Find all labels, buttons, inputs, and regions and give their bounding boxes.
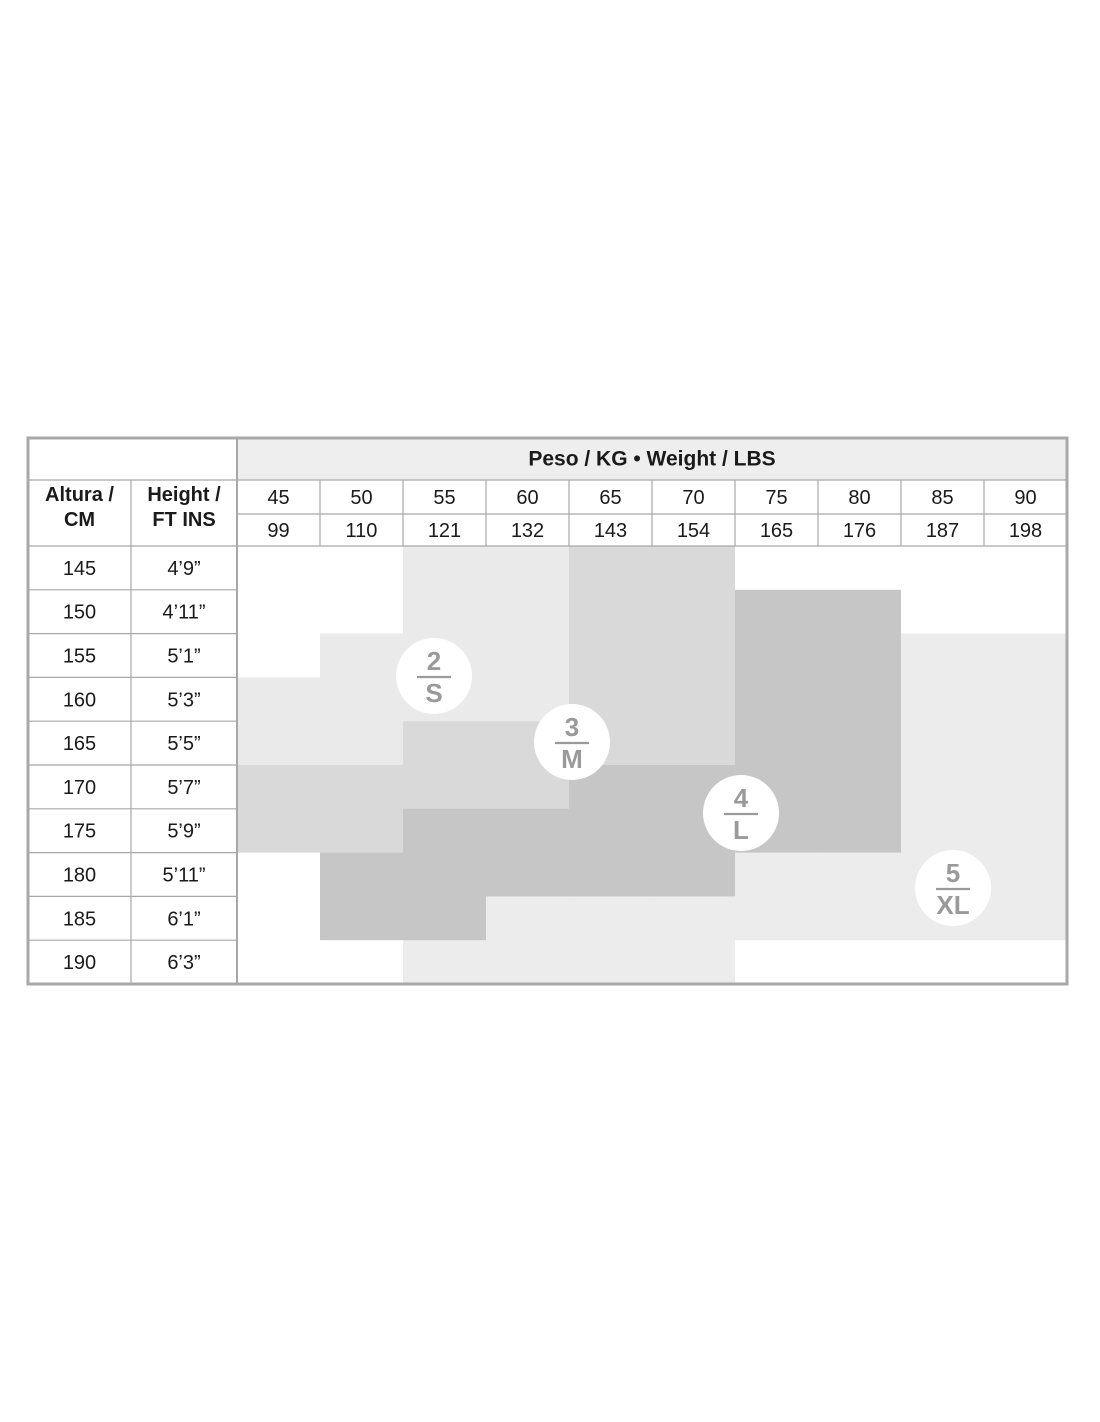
- height-cm-label: 180: [62, 864, 97, 887]
- size-cell: [735, 590, 819, 634]
- weight-lbs-label: 198: [1008, 520, 1043, 542]
- size-cell: [403, 765, 487, 809]
- weight-kg-label: 50: [350, 487, 373, 509]
- size-cell: [569, 896, 653, 940]
- size-cell: [403, 809, 487, 853]
- height-ftin-label: 5’7”: [167, 776, 201, 799]
- size-cell: [818, 721, 902, 765]
- size-cell: [569, 546, 653, 590]
- size-cell: [984, 634, 1068, 678]
- size-number: 5: [945, 858, 961, 888]
- size-cell: [652, 721, 736, 765]
- weight-lbs-label: 99: [267, 520, 290, 542]
- size-cell: [320, 634, 404, 678]
- size-cell: [320, 765, 404, 809]
- size-cell: [320, 809, 404, 853]
- size-cell: [486, 940, 570, 984]
- size-cell: [735, 940, 819, 984]
- size-cell: [984, 765, 1068, 809]
- size-cell: [403, 721, 487, 765]
- size-cell: [403, 853, 487, 897]
- size-cell: [403, 590, 487, 634]
- size-cell: [984, 809, 1068, 853]
- size-badge-m: [534, 704, 610, 780]
- size-cell: [818, 590, 902, 634]
- size-cell: [901, 765, 985, 809]
- size-cell: [901, 721, 985, 765]
- size-cell: [818, 677, 902, 721]
- size-badge-l: [703, 775, 779, 851]
- weight-kg-label: 45: [267, 487, 290, 509]
- size-cell: [818, 809, 902, 853]
- weight-kg-label: 65: [599, 487, 622, 509]
- weight-lbs-label: 121: [427, 520, 462, 542]
- size-letter: XL: [936, 890, 970, 920]
- size-cell: [984, 546, 1068, 590]
- size-cell: [320, 896, 404, 940]
- size-cell: [486, 546, 570, 590]
- size-cell: [320, 853, 404, 897]
- size-cell: [818, 634, 902, 678]
- size-cell: [237, 765, 321, 809]
- size-badge-s: [396, 638, 472, 714]
- size-cell: [652, 853, 736, 897]
- size-cell: [984, 677, 1068, 721]
- weight-lbs-label: 176: [842, 520, 877, 542]
- size-cell: [569, 940, 653, 984]
- size-cell: [569, 809, 653, 853]
- size-cell: [237, 677, 321, 721]
- size-cell: [486, 634, 570, 678]
- size-letter: M: [561, 744, 583, 774]
- height-cm-label: 145: [62, 557, 97, 580]
- size-cell: [735, 853, 819, 897]
- size-cell: [652, 677, 736, 721]
- size-cell: [403, 896, 487, 940]
- size-cell: [735, 634, 819, 678]
- weight-lbs-label: 143: [593, 520, 628, 542]
- size-cell: [652, 634, 736, 678]
- height-ftin-label: 5’5”: [167, 733, 201, 756]
- height-ftin-header: Height / FT INS: [147, 484, 221, 531]
- size-cell: [486, 590, 570, 634]
- weight-lbs-label: 165: [759, 520, 794, 542]
- size-cell: [237, 940, 321, 984]
- size-cell: [320, 677, 404, 721]
- size-cell: [901, 546, 985, 590]
- size-cell: [652, 546, 736, 590]
- size-cell: [569, 634, 653, 678]
- weight-kg-label: 60: [516, 487, 539, 509]
- size-cell: [237, 721, 321, 765]
- size-cell: [984, 940, 1068, 984]
- size-cell: [403, 546, 487, 590]
- weight-kg-label: 70: [682, 487, 705, 509]
- size-cell: [320, 940, 404, 984]
- height-cm-label: 185: [62, 908, 97, 931]
- size-cell: [901, 590, 985, 634]
- height-ftin-label: 4’11”: [162, 601, 206, 624]
- size-cell: [237, 896, 321, 940]
- height-cm-label: 160: [62, 689, 97, 712]
- height-cm-label: 175: [62, 820, 97, 843]
- size-cell: [984, 896, 1068, 940]
- height-ftin-label: 6’3”: [167, 952, 201, 975]
- size-cell: [237, 634, 321, 678]
- size-cell: [735, 677, 819, 721]
- chart-title: Peso / KG • Weight / LBS: [528, 447, 776, 471]
- size-cell: [984, 590, 1068, 634]
- height-ftin-label: 6’1”: [167, 908, 201, 931]
- size-cell: [652, 590, 736, 634]
- size-letter: L: [733, 815, 749, 845]
- size-cell: [320, 546, 404, 590]
- size-cell: [486, 896, 570, 940]
- size-cell: [569, 853, 653, 897]
- size-badge-xl: [915, 850, 991, 926]
- size-cell: [901, 634, 985, 678]
- weight-lbs-label: 187: [925, 520, 960, 542]
- weight-kg-label: 85: [931, 487, 954, 509]
- height-ftin-label: 5’9”: [167, 820, 201, 843]
- size-cell: [818, 896, 902, 940]
- height-cm-label: 165: [62, 733, 97, 756]
- size-cell: [984, 721, 1068, 765]
- size-cell: [818, 940, 902, 984]
- size-cell: [652, 940, 736, 984]
- size-cell: [237, 546, 321, 590]
- size-letter: S: [425, 678, 443, 708]
- size-number: 3: [564, 712, 580, 742]
- size-cell: [901, 677, 985, 721]
- size-cell: [486, 853, 570, 897]
- size-number: 4: [733, 783, 749, 813]
- height-ftin-label: 5’1”: [167, 645, 201, 668]
- size-cell: [818, 546, 902, 590]
- weight-lbs-label: 132: [510, 520, 545, 542]
- height-cm-label: 190: [62, 952, 97, 975]
- weight-kg-label: 90: [1014, 487, 1037, 509]
- height-cm-label: 155: [62, 645, 97, 668]
- height-ftin-label: 4’9”: [167, 557, 201, 580]
- size-cell: [237, 590, 321, 634]
- height-cm-label: 150: [62, 601, 97, 624]
- height-ftin-label: 5’3”: [167, 689, 201, 712]
- size-cell: [237, 809, 321, 853]
- size-cell: [320, 590, 404, 634]
- size-number: 2: [426, 646, 442, 676]
- weight-kg-label: 75: [765, 487, 788, 509]
- weight-kg-label: 80: [848, 487, 871, 509]
- size-cell: [984, 853, 1068, 897]
- size-cell: [818, 853, 902, 897]
- size-cell: [652, 896, 736, 940]
- size-cell: [818, 765, 902, 809]
- size-cell: [403, 940, 487, 984]
- size-cell: [901, 809, 985, 853]
- height-ftin-label: 5’11”: [162, 864, 206, 887]
- height-cm-label: 170: [62, 776, 97, 799]
- size-cell: [735, 546, 819, 590]
- weight-kg-label: 55: [433, 487, 456, 509]
- size-cell: [901, 940, 985, 984]
- size-cell: [735, 896, 819, 940]
- weight-lbs-label: 154: [676, 520, 711, 542]
- weight-lbs-label: 110: [345, 520, 378, 542]
- size-cell: [735, 721, 819, 765]
- size-cell: [569, 590, 653, 634]
- size-cell: [320, 721, 404, 765]
- size-cell: [237, 853, 321, 897]
- height-cm-header: Altura / CM: [45, 484, 114, 531]
- size-cell: [486, 809, 570, 853]
